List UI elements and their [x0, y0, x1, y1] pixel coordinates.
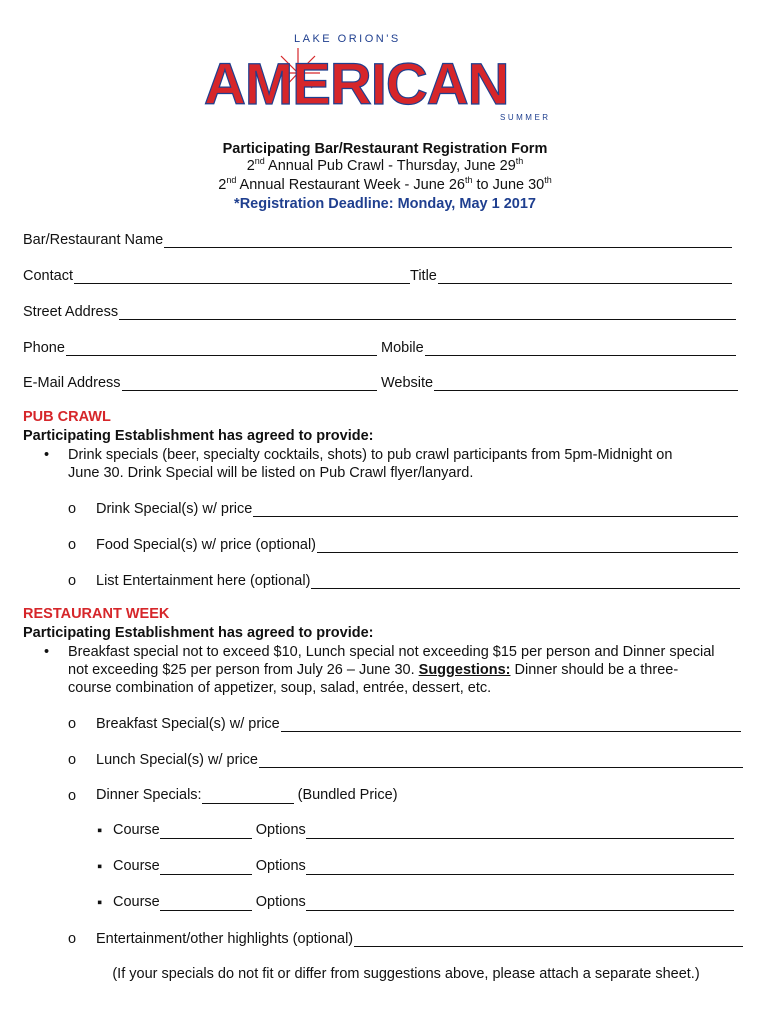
circle-bullet-icon: o — [68, 752, 77, 768]
street-field-row — [23, 302, 736, 320]
name-label: Bar/Restaurant Name — [23, 232, 164, 248]
email-field-row — [23, 373, 377, 391]
registration-deadline: *Registration Deadline: Monday, May 1 2017 — [234, 196, 536, 212]
title-blank[interactable] — [438, 269, 732, 284]
phone-label: Phone — [23, 340, 65, 356]
pub-crawl-subheading: Participating Establishment has agreed to provide: — [23, 428, 374, 444]
street-label: Street Address — [23, 304, 119, 320]
dinner-price-blank[interactable] — [202, 789, 294, 804]
restaurant-week-date-line: 2nd Annual Restaurant Week - June 26th to June 30th — [218, 175, 552, 193]
bullet-icon: • — [44, 447, 50, 463]
email-blank[interactable] — [122, 376, 377, 391]
options-label: Options — [255, 858, 306, 874]
restaurant-week-subheading: Participating Establishment has agreed to provide: — [23, 625, 374, 641]
course-blank[interactable] — [160, 896, 252, 911]
entertainment-pub-row — [96, 571, 740, 589]
course-label: Course — [113, 858, 160, 874]
breakfast-special-blank[interactable] — [281, 717, 741, 732]
american-summer-logo — [200, 28, 570, 124]
contact-blank[interactable] — [74, 269, 410, 284]
drink-special-row — [96, 499, 738, 517]
square-bullet-icon: ▪ — [97, 823, 103, 839]
mobile-field-row — [381, 338, 736, 356]
phone-field-row — [23, 338, 377, 356]
website-field-row — [381, 373, 738, 391]
name-field-row — [23, 230, 732, 248]
course-blank[interactable] — [160, 824, 252, 839]
square-bullet-icon: ▪ — [97, 859, 103, 875]
circle-bullet-icon: o — [68, 716, 77, 732]
circle-bullet-icon: o — [68, 788, 77, 804]
logo-main-text: AMERICAN — [204, 52, 509, 117]
square-bullet-icon: ▪ — [97, 895, 103, 911]
options-label: Options — [255, 894, 306, 910]
name-blank[interactable] — [164, 233, 732, 248]
bullet-icon: • — [44, 644, 50, 660]
pub-crawl-bullet-line1: Drink specials (beer, specialty cocktails, shots) to pub crawl participants from 5pm-Midnight on — [68, 447, 673, 463]
title-label: Title — [410, 268, 437, 284]
course-row-1 — [113, 821, 734, 839]
dinner-specials-row — [96, 786, 398, 804]
phone-blank[interactable] — [66, 341, 377, 356]
pub-crawl-bullet-line2: June 30. Drink Special will be listed on Pub Crawl flyer/lanyard. — [68, 465, 474, 481]
bundled-price-label: (Bundled Price) — [297, 787, 398, 803]
breakfast-special-row — [96, 714, 741, 732]
logo-bottom-text: SUMMER — [500, 113, 551, 122]
food-special-row — [96, 535, 738, 553]
course-blank[interactable] — [160, 860, 252, 875]
food-special-blank[interactable] — [317, 538, 738, 553]
course-row-2 — [113, 857, 734, 875]
entertainment-rw-row — [96, 929, 743, 947]
dinner-specials-label: Dinner Specials: — [96, 787, 202, 803]
food-special-label: Food Special(s) w/ price (optional) — [96, 537, 317, 553]
circle-bullet-icon: o — [68, 537, 77, 553]
website-blank[interactable] — [434, 376, 738, 391]
course-label: Course — [113, 822, 160, 838]
entertainment-pub-label: List Entertainment here (optional) — [96, 573, 311, 589]
pub-crawl-date-line: 2nd Annual Pub Crawl - Thursday, June 29th — [246, 156, 524, 174]
title-field-row — [410, 266, 732, 284]
breakfast-special-label: Breakfast Special(s) w/ price — [96, 716, 280, 732]
logo-top-text: LAKE ORION'S — [294, 33, 401, 45]
entertainment-pub-blank[interactable] — [311, 574, 740, 589]
form-title: Participating Bar/Restaurant Registration Form — [222, 141, 548, 157]
options-blank[interactable] — [306, 824, 734, 839]
options-blank[interactable] — [306, 896, 734, 911]
restaurant-week-bullet-line2: not exceeding $25 per person from July 26 – June 30. Suggestions: Dinner should be a three- — [68, 662, 679, 678]
contact-field-row — [23, 266, 410, 284]
entertainment-rw-blank[interactable] — [354, 932, 743, 947]
circle-bullet-icon: o — [68, 931, 77, 947]
circle-bullet-icon: o — [68, 573, 77, 589]
restaurant-week-bullet-line3: course combination of appetizer, soup, salad, entrée, dessert, etc. — [68, 680, 492, 696]
entertainment-rw-label: Entertainment/other highlights (optional) — [96, 931, 354, 947]
street-blank[interactable] — [119, 305, 736, 320]
drink-special-label: Drink Special(s) w/ price — [96, 501, 253, 517]
lunch-special-label: Lunch Special(s) w/ price — [96, 752, 258, 768]
suggestions-label: Suggestions: — [418, 662, 511, 678]
options-label: Options — [255, 822, 306, 838]
email-label: E-Mail Address — [23, 375, 121, 391]
restaurant-week-bullet-line1: Breakfast special not to exceed $10, Lunch special not exceeding $15 per person and Dinner special — [68, 644, 715, 660]
contact-label: Contact — [23, 268, 73, 284]
mobile-label: Mobile — [381, 340, 424, 356]
drink-special-blank[interactable] — [253, 502, 738, 517]
circle-bullet-icon: o — [68, 501, 77, 517]
footer-note: (If your specials do not fit or differ from suggestions above, please attach a separate sheet.) — [112, 966, 700, 982]
course-row-3 — [113, 893, 734, 911]
mobile-blank[interactable] — [425, 341, 736, 356]
course-label: Course — [113, 894, 160, 910]
lunch-special-row — [96, 750, 743, 768]
options-blank[interactable] — [306, 860, 734, 875]
website-label: Website — [381, 375, 434, 391]
pub-crawl-heading: PUB CRAWL — [23, 409, 111, 425]
lunch-special-blank[interactable] — [259, 753, 743, 768]
restaurant-week-heading: RESTAURANT WEEK — [23, 606, 170, 622]
